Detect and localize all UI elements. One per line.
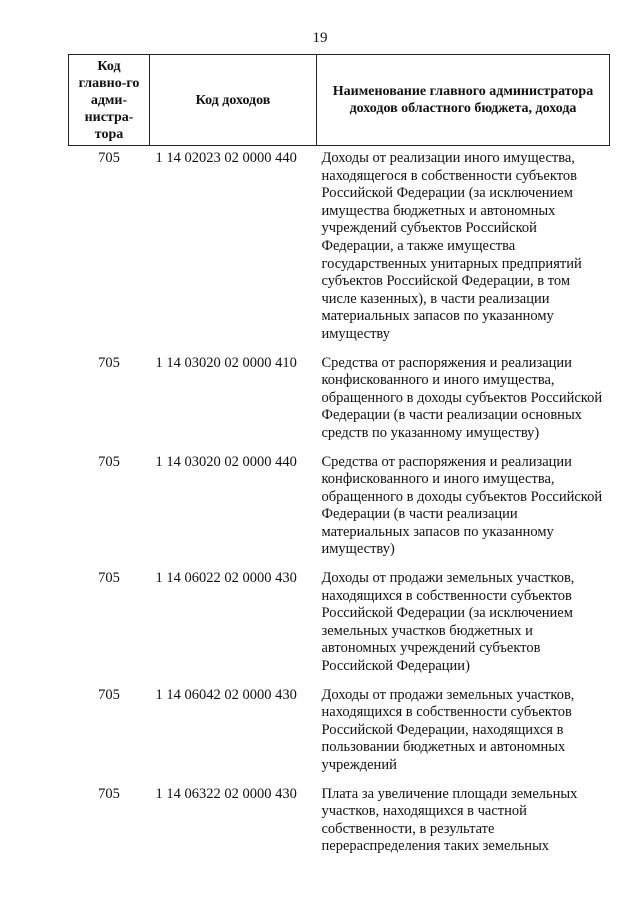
income-name-cell: Плата за увеличение площади земельных участков, находящихся в частной собственности, в результате перераспределения таких земельных <box>321 785 578 855</box>
admin-code-cell: 705 <box>98 453 120 470</box>
income-code-cell: 1 14 03020 02 0000 410 <box>155 354 297 371</box>
header-row <box>69 55 610 146</box>
page-number: 19 <box>312 30 328 46</box>
income-name-cell: Средства от распоряжения и реализации конфискованного и иного имущества, обращенного в доходы субъектов Российской Федерации (в части реализации материальных запасов по указанному имуществу) <box>321 453 603 558</box>
income-code-cell: 1 14 03020 02 0000 440 <box>155 453 297 470</box>
header-admin-code: Код главно-го адми-нистра-тора <box>69 55 150 146</box>
income-code-cell: 1 14 06042 02 0000 430 <box>155 686 297 703</box>
income-name-cell: Доходы от реализации иного имущества, находящегося в собственности субъектов Российской Федерации (за исключением имущества бюджетных и автономных учреждений субъектов Российской Федерации, а также имущества государственных унитарных предприятий субъектов Российской Федерации, в том числе казенных), в части реализации материальных запасов по указанному имуществу <box>321 150 582 342</box>
header-name: Наименование главного администратора доходов областного бюджета, дохода <box>317 55 610 146</box>
income-code-cell: 1 14 06322 02 0000 430 <box>155 785 297 802</box>
table-row <box>69 566 610 683</box>
income-code-cell: 1 14 02023 02 0000 440 <box>155 150 297 166</box>
income-name-cell: Доходы от продажи земельных участков, находящихся в собственности субъектов Российской Федерации, находящихся в пользовании бюджетных и автономных учреждений <box>321 686 575 773</box>
admin-code-cell: 705 <box>98 150 120 166</box>
admin-code-cell: 705 <box>98 686 120 703</box>
admin-code-cell: 705 <box>98 570 120 587</box>
table-row <box>69 782 610 856</box>
table-body <box>69 146 610 856</box>
table-row <box>69 146 610 351</box>
header-income-code: Код доходов <box>150 55 317 146</box>
table-row <box>69 683 610 782</box>
admin-code-cell: 705 <box>98 785 120 802</box>
income-name-cell: Доходы от продажи земельных участков, находящихся в собственности субъектов Российской Федерации (за исключением земельных участков бюджетных и автономных учреждений субъектов Российской Федерации) <box>321 570 575 675</box>
income-code-cell: 1 14 06022 02 0000 430 <box>155 570 297 587</box>
income-codes-table <box>68 54 610 856</box>
income-name-cell: Средства от распоряжения и реализации конфискованного и иного имущества, обращенного в доходы субъектов Российской Федерации (в части реализации основных средств по указанному имуществу) <box>321 354 603 441</box>
table-row <box>69 450 610 567</box>
table-header <box>69 55 610 146</box>
table-row <box>69 351 610 450</box>
admin-code-cell: 705 <box>98 354 120 371</box>
